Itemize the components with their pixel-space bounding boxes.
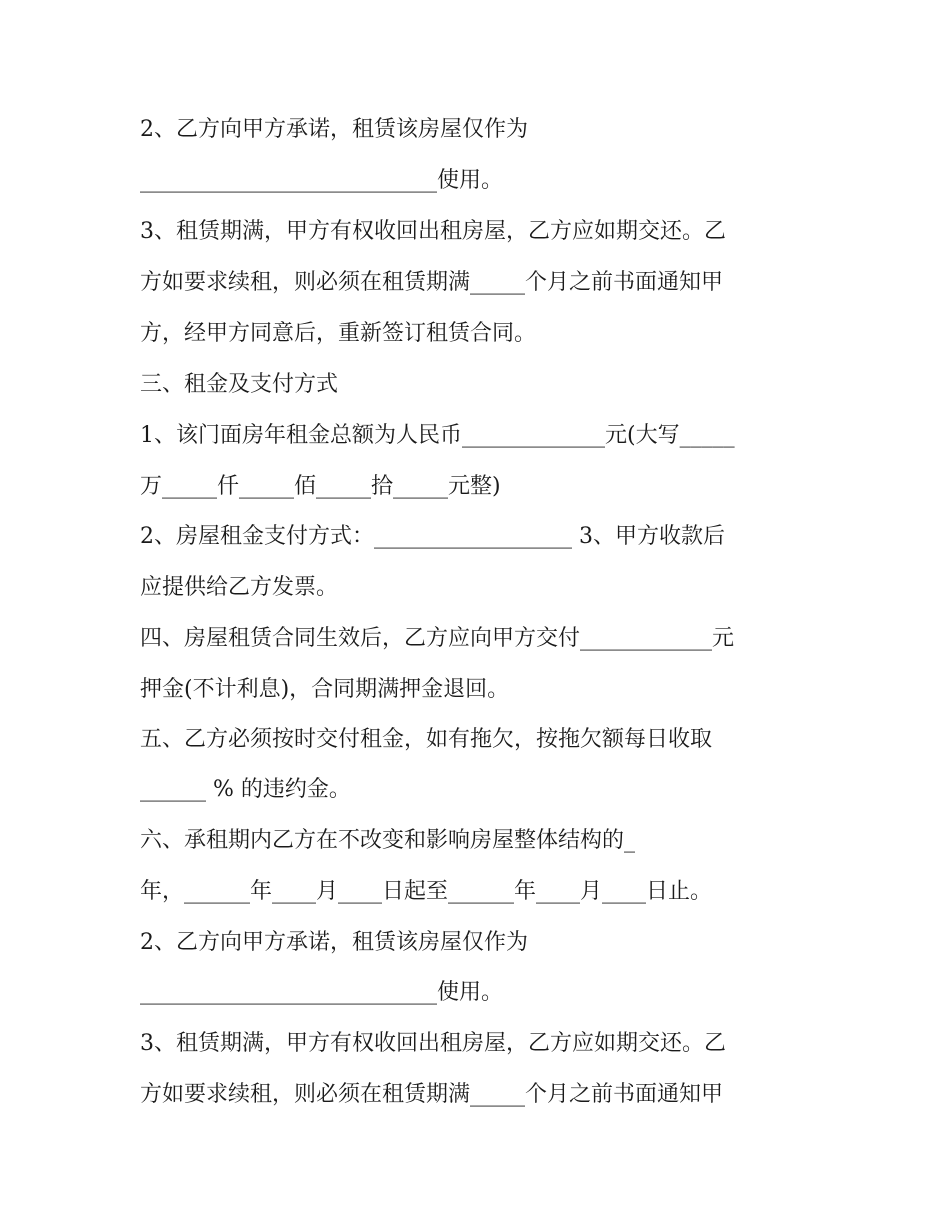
text-line: 押金(不计利息)，合同期满押金退回。 — [140, 677, 510, 702]
text-line: 万_____仟_____佰_____拾_____元整) — [140, 474, 501, 499]
text-line: 2、乙方向甲方承诺，租赁该房屋仅作为 — [140, 930, 528, 955]
text-line: 年，______年____月____日起至______年____月____日止。 — [140, 879, 713, 904]
text-line: ___________________________使用。 — [140, 168, 504, 193]
text-line: ______ % 的违约金。 — [140, 777, 351, 802]
text-line: 2、乙方向甲方承诺，租赁该房屋仅作为 — [140, 117, 528, 142]
text-line: 3、租赁期满，甲方有权收回出租房屋，乙方应如期交还。乙 — [140, 1031, 726, 1056]
text-line: 方如要求续租，则必须在租赁期满_____个月之前书面通知甲 — [140, 1082, 724, 1107]
section-heading: 六、承租期内乙方在不改变和影响房屋整体结构的_ — [140, 828, 636, 853]
text-line: ___________________________使用。 — [140, 980, 504, 1005]
text-line: 1、该门面房年租金总额为人民币_____________元(大写_____ — [140, 423, 735, 448]
text-line: 应提供给乙方发票。 — [140, 575, 339, 600]
text-line: 3、租赁期满，甲方有权收回出租房屋，乙方应如期交还。乙 — [140, 219, 726, 244]
text-line: 方，经甲方同意后，重新签订租赁合同。 — [140, 321, 537, 346]
text-line: 方如要求续租，则必须在租赁期满_____个月之前书面通知甲 — [140, 270, 724, 295]
section-heading: 三、租金及支付方式 — [140, 372, 339, 397]
section-heading: 五、乙方必须按时交付租金，如有拖欠，按拖欠额每日收取 — [140, 727, 713, 752]
text-line: 2、房屋租金支付方式：__________________ 3、甲方收款后 — [140, 524, 725, 549]
section-heading: 四、房屋租赁合同生效后，乙方应向甲方交付____________元 — [140, 626, 735, 651]
